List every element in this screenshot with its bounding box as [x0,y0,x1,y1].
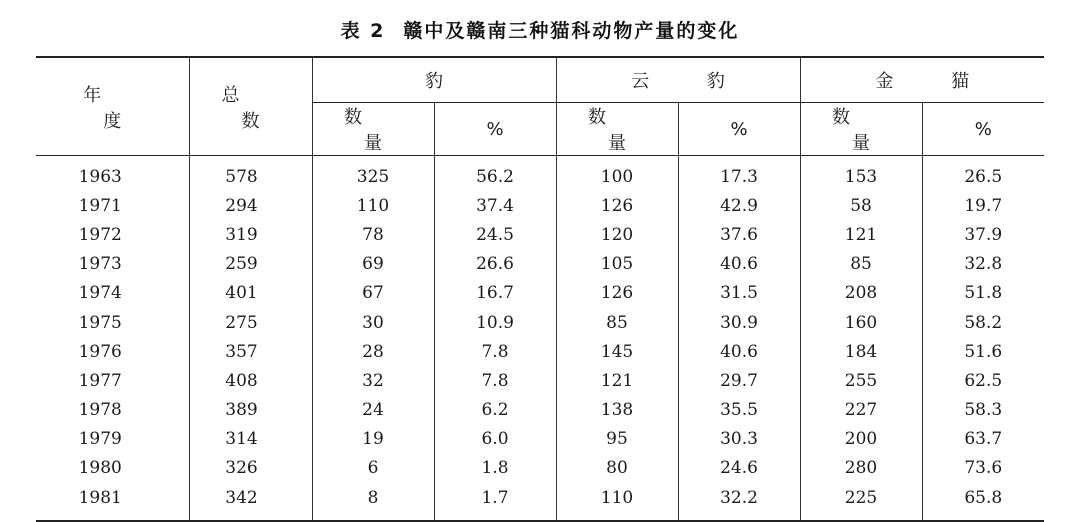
golden-count-cell: 160 [800,308,922,337]
golden-pct-cell: 51.8 [964,283,1003,304]
subheader-count-label: 数 量 [588,107,666,154]
leopard-pct-cell: 1.8 [434,454,556,483]
header-year [36,57,189,156]
leopard-count-cell: 19 [312,425,434,454]
golden-count-cell: 227 [800,396,922,425]
leopard-count-cell: 78 [312,220,434,249]
clouded-count-cell: 145 [556,337,678,366]
leopard-count-cell: 30 [312,308,434,337]
leopard-pct-cell: 7.8 [434,337,556,366]
clouded-pct-cell: 24.6 [678,454,800,483]
clouded-count-cell: 138 [556,396,678,425]
golden-pct-cell: 65.8 [922,483,1044,521]
golden-pct-cell: 19.7 [964,195,1003,216]
leopard-count-cell: 24 [312,396,434,425]
golden-count-cell: 280 [800,454,922,483]
yield-table [36,56,1044,522]
leopard-pct-cell: 56.2 [434,156,556,192]
leopard-count-cell: 325 [312,156,434,192]
leopard-pct-cell: 1.7 [434,483,556,521]
total-cell: 401 [189,279,312,308]
clouded-count-cell: 110 [556,483,678,521]
table-row [36,396,1044,425]
table-title: 赣中及赣南三种猫科动物产量的变化 [403,20,740,42]
clouded-count-cell: 105 [556,250,678,279]
header-clouded-leopard [556,57,800,103]
header-leopard-label: 豹 [425,71,443,92]
year-cell: 1963 [36,156,189,192]
clouded-count-cell: 120 [556,220,678,249]
header-golden-cat [800,57,1044,103]
year-cell: 1973 [36,250,189,279]
leopard-count-cell: 69 [312,250,434,279]
clouded-pct-cell: 30.3 [678,425,800,454]
leopard-pct-cell: 10.9 [434,308,556,337]
clouded-pct-cell: 37.6 [678,220,800,249]
header-total-label: 总 数 [221,84,300,132]
year-cell: 1976 [36,337,189,366]
table-row [36,279,1044,308]
subheader-pct-label: % [486,118,504,140]
subheader-leopard-pct [434,103,556,156]
golden-count-cell: 58 [800,191,922,220]
golden-count-cell: 255 [800,366,922,395]
header-total [189,57,312,156]
table-row [36,156,1044,192]
leopard-pct-cell: 26.6 [434,250,556,279]
golden-count-cell: 184 [800,337,922,366]
clouded-pct-cell: 32.2 [678,483,800,521]
header-golden-cat-label: 金 猫 [875,71,996,92]
year-cell: 1978 [36,396,189,425]
total-cell: 319 [189,220,312,249]
golden-pct-cell: 63.7 [964,429,1003,450]
subheader-pct-label: % [974,118,992,140]
clouded-pct-cell: 17.3 [678,156,800,192]
subheader-count-label: 数 量 [344,107,422,154]
table-row [36,250,1044,279]
subheader-leopard-count [312,103,434,156]
clouded-count-cell: 80 [556,454,678,483]
leopard-pct-cell: 6.2 [434,396,556,425]
table-row [36,337,1044,366]
subheader-golden-pct [922,103,1044,156]
year-cell: 1971 [36,191,189,220]
leopard-pct-cell: 24.5 [434,220,556,249]
total-cell: 408 [189,366,312,395]
year-cell: 1980 [36,454,189,483]
golden-count-cell: 85 [800,250,922,279]
golden-pct-cell: 51.6 [964,341,1003,362]
year-cell: 1979 [36,425,189,454]
clouded-pct-cell: 29.7 [678,366,800,395]
total-cell: 294 [189,191,312,220]
subheader-count-label: 数 量 [832,107,911,154]
total-cell: 342 [189,483,312,521]
header-year-label: 年 度 [83,84,162,132]
clouded-count-cell: 126 [556,279,678,308]
golden-count-cell: 153 [800,156,922,192]
clouded-pct-cell: 30.9 [678,308,800,337]
header-leopard [312,57,556,103]
clouded-pct-cell: 40.6 [678,337,800,366]
total-cell: 314 [189,425,312,454]
leopard-count-cell: 8 [312,483,434,521]
year-cell: 1975 [36,308,189,337]
subheader-clouded-count [556,103,678,156]
leopard-pct-cell: 37.4 [434,191,556,220]
leopard-pct-cell: 6.0 [434,425,556,454]
table-row [36,308,1044,337]
leopard-count-cell: 6 [312,454,434,483]
header-clouded-leopard-label: 云 豹 [631,71,751,92]
table-row [36,366,1044,395]
golden-count-cell: 200 [800,425,922,454]
table-body [36,156,1044,522]
leopard-count-cell: 110 [312,191,434,220]
leopard-pct-cell: 16.7 [434,279,556,308]
total-cell: 389 [189,396,312,425]
clouded-pct-cell: 42.9 [678,191,800,220]
golden-count-cell: 208 [800,279,922,308]
clouded-count-cell: 126 [556,191,678,220]
table-row [36,220,1044,249]
year-cell: 1981 [36,483,189,521]
total-cell: 259 [189,250,312,279]
table-row [36,483,1044,521]
table-number: 表 2 [340,20,386,42]
leopard-count-cell: 28 [312,337,434,366]
golden-count-cell: 121 [800,220,922,249]
clouded-pct-cell: 35.5 [678,396,800,425]
golden-pct-cell: 32.8 [964,254,1003,275]
subheader-golden-count [800,103,922,156]
clouded-pct-cell: 31.5 [678,279,800,308]
year-cell: 1972 [36,220,189,249]
subheader-pct-label: % [730,118,748,140]
table-caption [0,16,1080,43]
golden-pct-cell: 26.5 [964,166,1003,187]
year-cell: 1974 [36,279,189,308]
subheader-clouded-pct [678,103,800,156]
total-cell: 326 [189,454,312,483]
golden-pct-cell: 62.5 [964,370,1003,391]
table-row [36,454,1044,483]
golden-pct-cell: 73.6 [964,458,1003,479]
leopard-count-cell: 32 [312,366,434,395]
clouded-count-cell: 95 [556,425,678,454]
table-header [36,57,1044,156]
total-cell: 578 [189,156,312,192]
table-row [36,191,1044,220]
golden-pct-cell: 37.9 [964,224,1003,245]
clouded-count-cell: 85 [556,308,678,337]
clouded-count-cell: 121 [556,366,678,395]
total-cell: 275 [189,308,312,337]
clouded-pct-cell: 40.6 [678,250,800,279]
leopard-pct-cell: 7.8 [434,366,556,395]
golden-pct-cell: 58.3 [964,400,1003,421]
golden-pct-cell: 58.2 [964,312,1003,333]
golden-count-cell: 225 [800,483,922,521]
clouded-count-cell: 100 [556,156,678,192]
leopard-count-cell: 67 [312,279,434,308]
total-cell: 357 [189,337,312,366]
table-row [36,425,1044,454]
year-cell: 1977 [36,366,189,395]
